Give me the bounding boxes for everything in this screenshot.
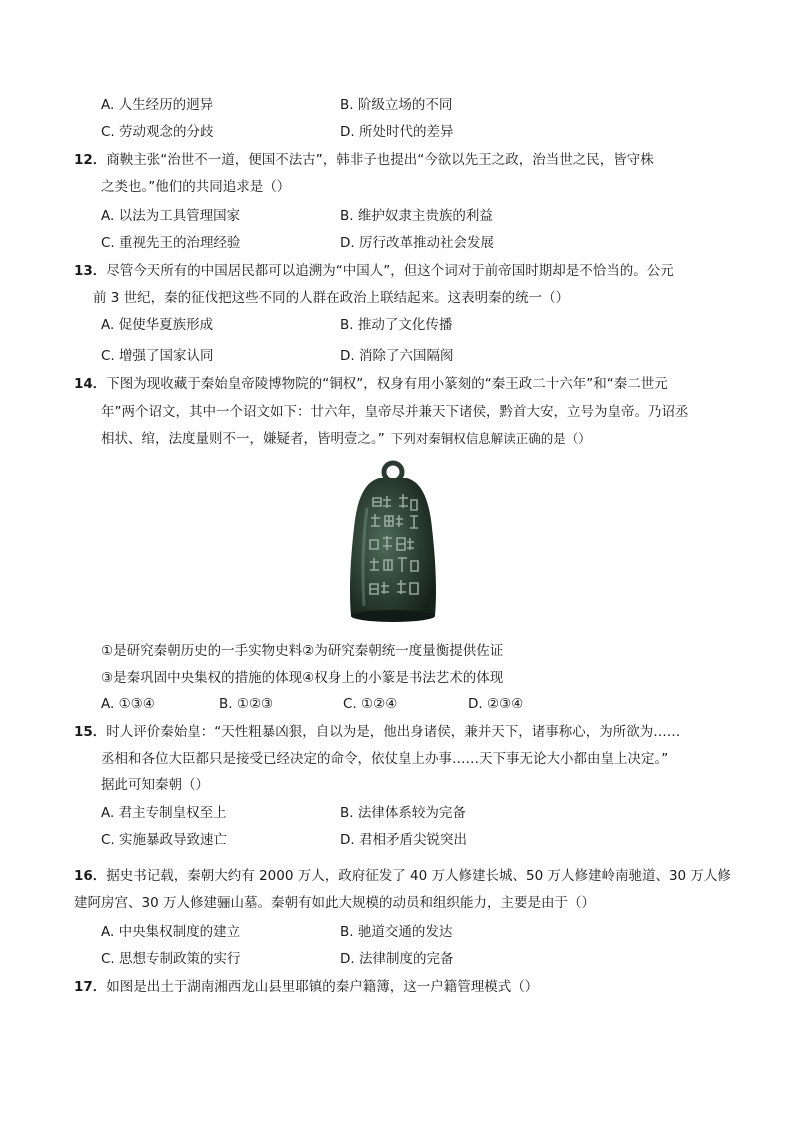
option-c: C. 劳动观念的分歧	[101, 124, 214, 140]
stem-line: 下图为现收藏于秦始皇帝陵博物院的“铜权”，权身有用小篆刻的“秦王政二十六年”和“秦二世元	[106, 376, 668, 392]
option-a: A. 君主专制皇权至上	[101, 805, 227, 821]
stem-line: 时人评价秦始皇：“天性粗暴凶狠，自以为是，他出身诸侯，兼并天下，诸事称心，为所欲为……	[106, 724, 681, 740]
option-d: D. 消除了六国隔阂	[340, 348, 454, 364]
question-12-stem	[74, 150, 654, 170]
option-a: A. 促使华夏族形成	[101, 317, 214, 333]
stem-line: 丞相和各位大臣都只是接受已经决定的命令，依仗皇上办事……天下事无论大小都由皇上决定。”	[101, 751, 669, 767]
option-d: D. ②③④	[468, 696, 524, 712]
option-a: A. ①③④	[101, 696, 155, 712]
stem-line: 相状、绾，法度量则不一，嫌疑者，皆明壹之。”	[101, 431, 385, 447]
option-c: C. 重视先王的治理经验	[101, 235, 241, 251]
option-c: C. 实施暴政导致速亡	[101, 832, 228, 848]
option-b: B. 驰道交通的发达	[340, 924, 453, 940]
statement-line: ③是秦巩固中央集权的措施的体现④权身上的小篆是书法艺术的体现	[101, 670, 504, 686]
question-number: 17．	[74, 979, 107, 995]
question-number: 15．	[74, 724, 107, 740]
option-c: C. 增强了国家认同	[101, 348, 214, 364]
bronze-weight-icon	[343, 458, 443, 628]
stem-line: 之类也。”他们的共同追求是（）	[101, 179, 291, 195]
option-c: C. ①②④	[343, 696, 398, 712]
option-b: B. 维护奴隶主贵族的利益	[340, 208, 493, 224]
bronze-weight-image	[343, 458, 443, 628]
option-c: C. 思想专制政策的实行	[101, 951, 241, 967]
question-number: 16．	[74, 868, 107, 884]
stem-line: 据此可知秦朝（）	[101, 777, 209, 793]
option-d: D. 所处时代的差异	[340, 124, 454, 140]
stem-line: 建阿房宫、30 万人修建骊山墓。秦朝有如此大规模的动员和组织能力，主要是由于（）	[74, 895, 595, 911]
stem-line: 如图是出土于湖南湘西龙山县里耶镇的秦户籍簿，这一户籍管理模式（）	[106, 979, 539, 995]
stem-line: 前 3 世纪，秦的征伐把这些不同的人群在政治上联结起来。这表明秦的统一（）	[93, 290, 570, 306]
question-number: 12．	[74, 152, 107, 168]
question-15-stem	[74, 722, 680, 742]
option-b: B. 法律体系较为完备	[340, 805, 466, 821]
option-a: A. 以法为工具管理国家	[101, 208, 241, 224]
stem-line: 据史书记载，秦朝大约有 2000 万人，政府征发了 40 万人修建长城、50 万人修建岭南驰道、30 万人修	[106, 868, 731, 884]
option-a: A. 中央集权制度的建立	[101, 924, 241, 940]
question-14-stem	[74, 374, 668, 394]
stem-line: 尽管今天所有的中国居民都可以追溯为“中国人”，但这个词对于前帝国时期却是不恰当的。公元	[106, 263, 674, 279]
option-a: A. 人生经历的迥异	[101, 97, 214, 113]
question-17-stem	[74, 977, 538, 997]
option-b: B. 阶级立场的不同	[340, 97, 453, 113]
stem-line-with-prompt	[101, 429, 591, 449]
stem-prompt: 下列对秦铜权信息解读正确的是（）	[390, 431, 591, 446]
question-number: 14．	[74, 376, 107, 392]
stem-line: 年”两个诏文，其中一个诏文如下：廿六年，皇帝尽并兼天下诸侯，黔首大安，立号为皇帝。乃诏丞	[101, 404, 689, 420]
statement-line: ①是研究秦朝历史的一手实物史料②为研究秦朝统一度量衡提供佐证	[101, 643, 504, 659]
question-number: 13．	[74, 263, 107, 279]
question-13-stem	[74, 261, 674, 281]
option-d: D. 厉行改革推动社会发展	[340, 235, 494, 251]
option-d: D. 君相矛盾尖锐突出	[340, 832, 467, 848]
stem-line: 商鞅主张“治世不一道，便国不法古”，韩非子也提出“今欲以先王之政，治当世之民，皆守株	[106, 152, 654, 168]
option-d: D. 法律制度的完备	[340, 951, 454, 967]
option-b: B. ①②③	[219, 696, 274, 712]
question-16-stem	[74, 866, 731, 886]
option-b: B. 推动了文化传播	[340, 317, 453, 333]
